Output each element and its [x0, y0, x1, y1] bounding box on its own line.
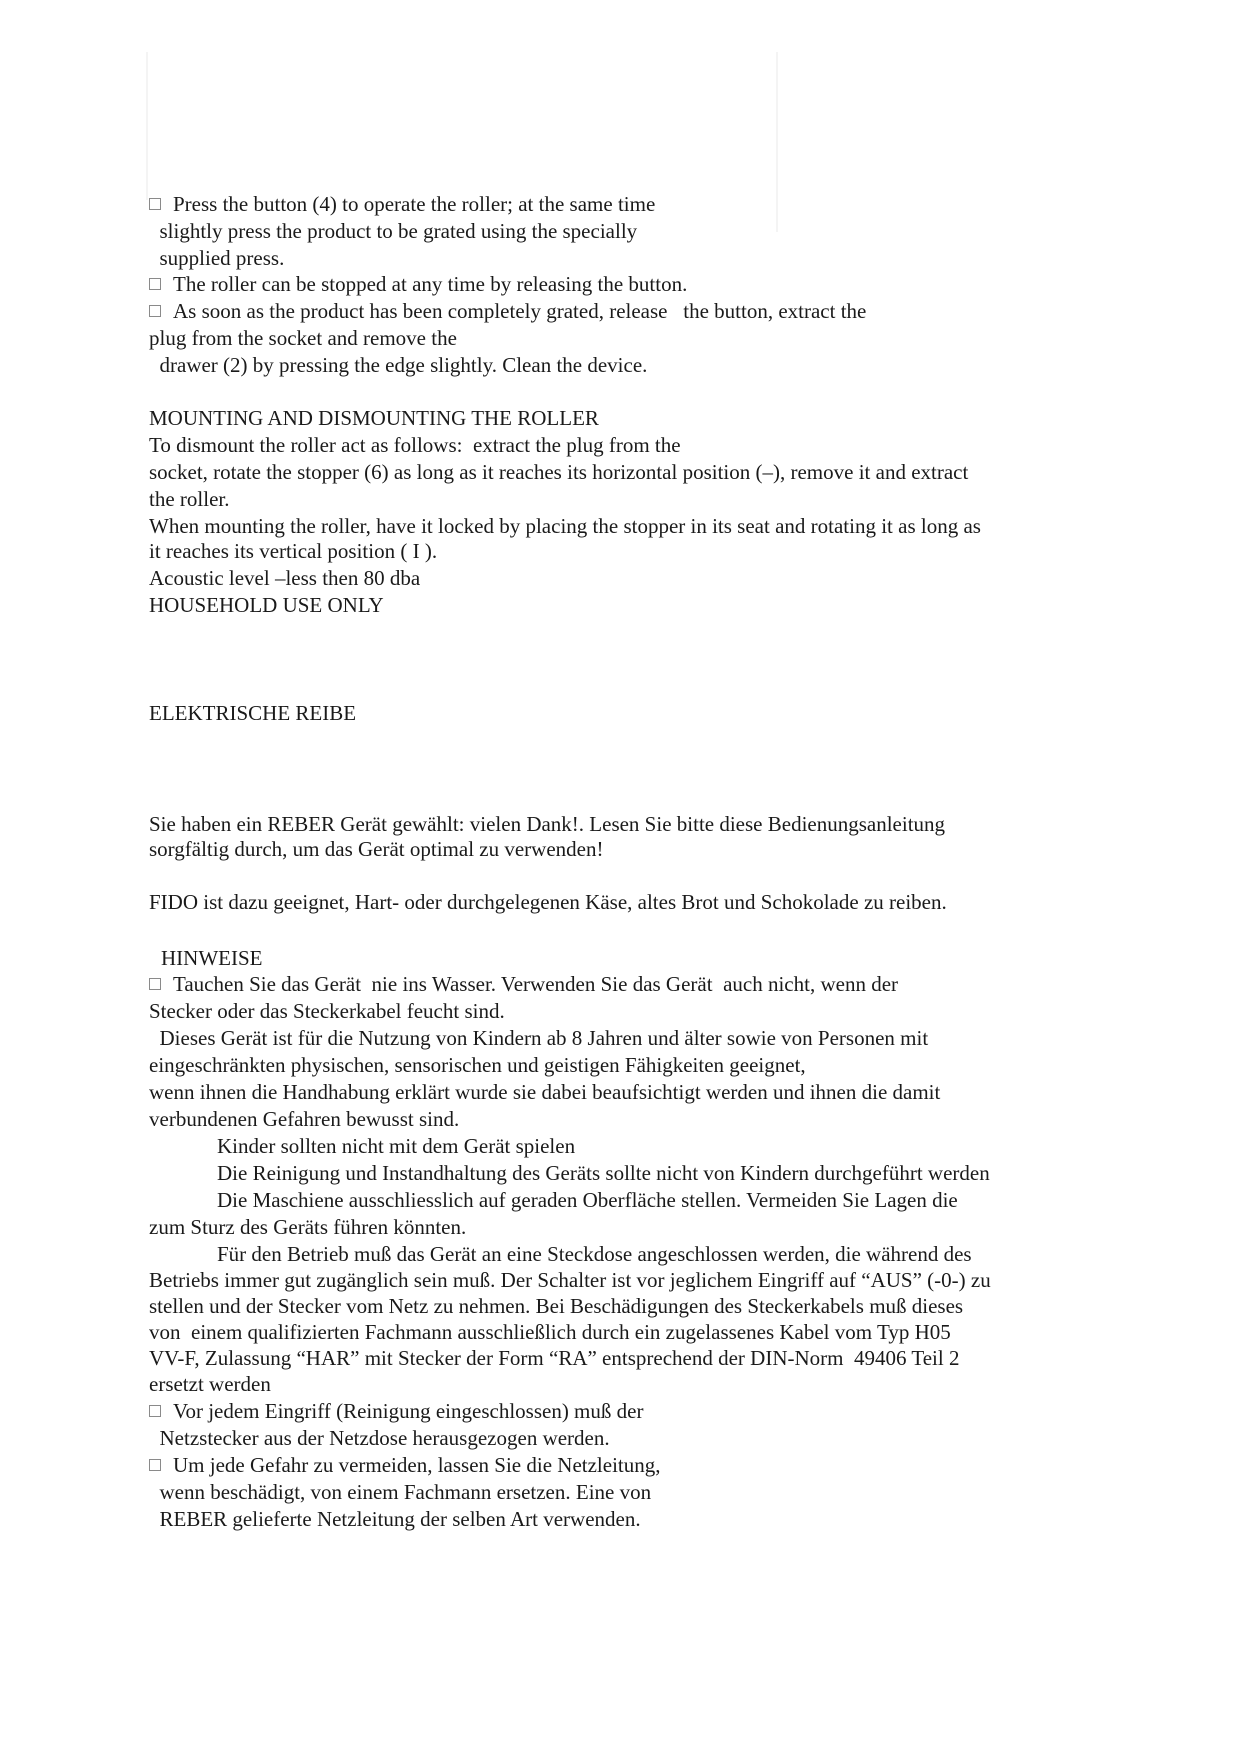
faded-image-edge-left [146, 52, 148, 200]
hinweis-children-line-1: Dieses Gerät ist für die Nutzung von Kindern ab 8 Jahren und älter sowie von Personen mit [149, 1026, 929, 1050]
hinweis-cable-line-2: wenn beschädigt, von einem Fachmann ersetzen. Eine von [149, 1480, 652, 1504]
hinweise-heading: HINWEISE [161, 946, 263, 970]
checkbox-bullet-icon [149, 198, 161, 210]
checkbox-bullet-icon [149, 305, 161, 317]
hinweis-children-line-2: eingeschränkten physischen, sensorischen und geistigen Fähigkeiten geeignet, [149, 1053, 806, 1077]
german-title: ELEKTRISCHE REIBE [149, 701, 357, 725]
hinweis-children-line-3: wenn ihnen die Handhabung erklärt wurde sie dabei beaufsichtigt werden und ihnen die damit [149, 1080, 941, 1104]
hinweis-unplug-line-1 [149, 1398, 643, 1424]
mounting-line-4: When mounting the roller, have it locked by placing the stopper in its seat and rotating it as long as [149, 514, 981, 538]
operate-instruction-line-3: supplied press. [149, 246, 285, 270]
hinweis-cleaning-text: Die Reinigung und Instandhaltung des Geräts sollte nicht von Kindern durchgeführt werden [217, 1161, 990, 1185]
hinweis-water-line-1 [149, 971, 898, 997]
intro-line-1: Sie haben ein REBER Gerät gewählt: vielen Dank!. Lesen Sie bitte diese Bedienungsanleitung [149, 812, 946, 836]
hinweis-socket-line-5: VV-F, Zulassung “HAR” mit Stecker der Form “RA” entsprechend der DIN-Norm 49406 Teil 2 [149, 1346, 960, 1370]
mounting-heading: MOUNTING AND DISMOUNTING THE ROLLER [149, 406, 599, 430]
stop-instruction-text: The roller can be stopped at any time by releasing the button. [173, 272, 688, 296]
hinweis-cable-line-3: REBER gelieferte Netzleitung der selben Art verwenden. [149, 1507, 641, 1531]
hinweis-socket-line-2: Betriebs immer gut zugänglich sein muß. Der Schalter ist vor jeglichem Eingriff auf “AUS” (-0-) zu [149, 1268, 991, 1292]
checkbox-bullet-icon [149, 1459, 161, 1471]
grated-instruction-line-2: plug from the socket and remove the [149, 326, 457, 350]
household-use-text: HOUSEHOLD USE ONLY [149, 593, 384, 617]
hinweis-water-line-2: Stecker oder das Steckerkabel feucht sind. [149, 999, 505, 1023]
hinweis-surface-line-1: Die Maschiene ausschliesslich auf geraden Oberfläche stellen. Vermeiden Sie Lagen die [217, 1188, 958, 1212]
hinweis-socket-line-4: von einem qualifizierten Fachmann ausschließlich durch ein zugelassenes Kabel vom Typ H05 [149, 1320, 951, 1344]
hinweis-unplug-text: Vor jedem Eingriff (Reinigung eingeschlossen) muß der [173, 1399, 644, 1423]
mounting-line-5: it reaches its vertical position ( I ). [149, 539, 438, 563]
grated-instruction-text: As soon as the product has been completely grated, release the button, extract the [173, 299, 867, 323]
checkbox-bullet-icon [149, 278, 161, 290]
checkbox-bullet-icon [149, 1405, 161, 1417]
hinweis-unplug-line-2: Netzstecker aus der Netzdose herausgezogen werden. [149, 1426, 610, 1450]
mounting-line-3: the roller. [149, 487, 230, 511]
operate-instruction-line-1 [149, 191, 655, 217]
stop-instruction-line [149, 271, 687, 297]
hinweis-cable-text: Um jede Gefahr zu vermeiden, lassen Sie die Netzleitung, [173, 1453, 661, 1477]
operate-instruction-line-2: slightly press the product to be grated using the specially [149, 219, 638, 243]
operate-instruction-text: Press the button (4) to operate the roller; at the same time [173, 192, 656, 216]
hinweis-water-text: Tauchen Sie das Gerät nie ins Wasser. Verwenden Sie das Gerät auch nicht, wenn der [173, 972, 899, 996]
hinweis-surface-line-2: zum Sturz des Geräts führen könnten. [149, 1215, 467, 1239]
hinweis-play-text: Kinder sollten nicht mit dem Gerät spielen [217, 1134, 576, 1158]
acoustic-level-text: Acoustic level –less then 80 dba [149, 566, 421, 590]
mounting-line-2: socket, rotate the stopper (6) as long as it reaches its horizontal position (–), remove it and extract [149, 460, 969, 484]
hinweis-children-line-4: verbundenen Gefahren bewusst sind. [149, 1107, 460, 1131]
hinweis-cable-line-1 [149, 1452, 661, 1478]
fido-text: FIDO ist dazu geeignet, Hart- oder durchgelegenen Käse, altes Brot und Schokolade zu reiben. [149, 890, 947, 914]
grated-instruction-line-1 [149, 298, 866, 324]
mounting-line-1: To dismount the roller act as follows: extract the plug from the [149, 433, 681, 457]
hinweis-socket-line-3: stellen und der Stecker vom Netz zu nehmen. Bei Beschädigungen des Steckerkabels muß dieses [149, 1294, 964, 1318]
faded-image-edge-right [776, 52, 778, 232]
hinweis-socket-line-1: Für den Betrieb muß das Gerät an eine Steckdose angeschlossen werden, die während des [217, 1242, 972, 1266]
intro-line-2: sorgfältig durch, um das Gerät optimal zu verwenden! [149, 837, 604, 861]
grated-instruction-line-3: drawer (2) by pressing the edge slightly. Clean the device. [149, 353, 648, 377]
hinweis-socket-line-6: ersetzt werden [149, 1372, 271, 1396]
checkbox-bullet-icon [149, 978, 161, 990]
